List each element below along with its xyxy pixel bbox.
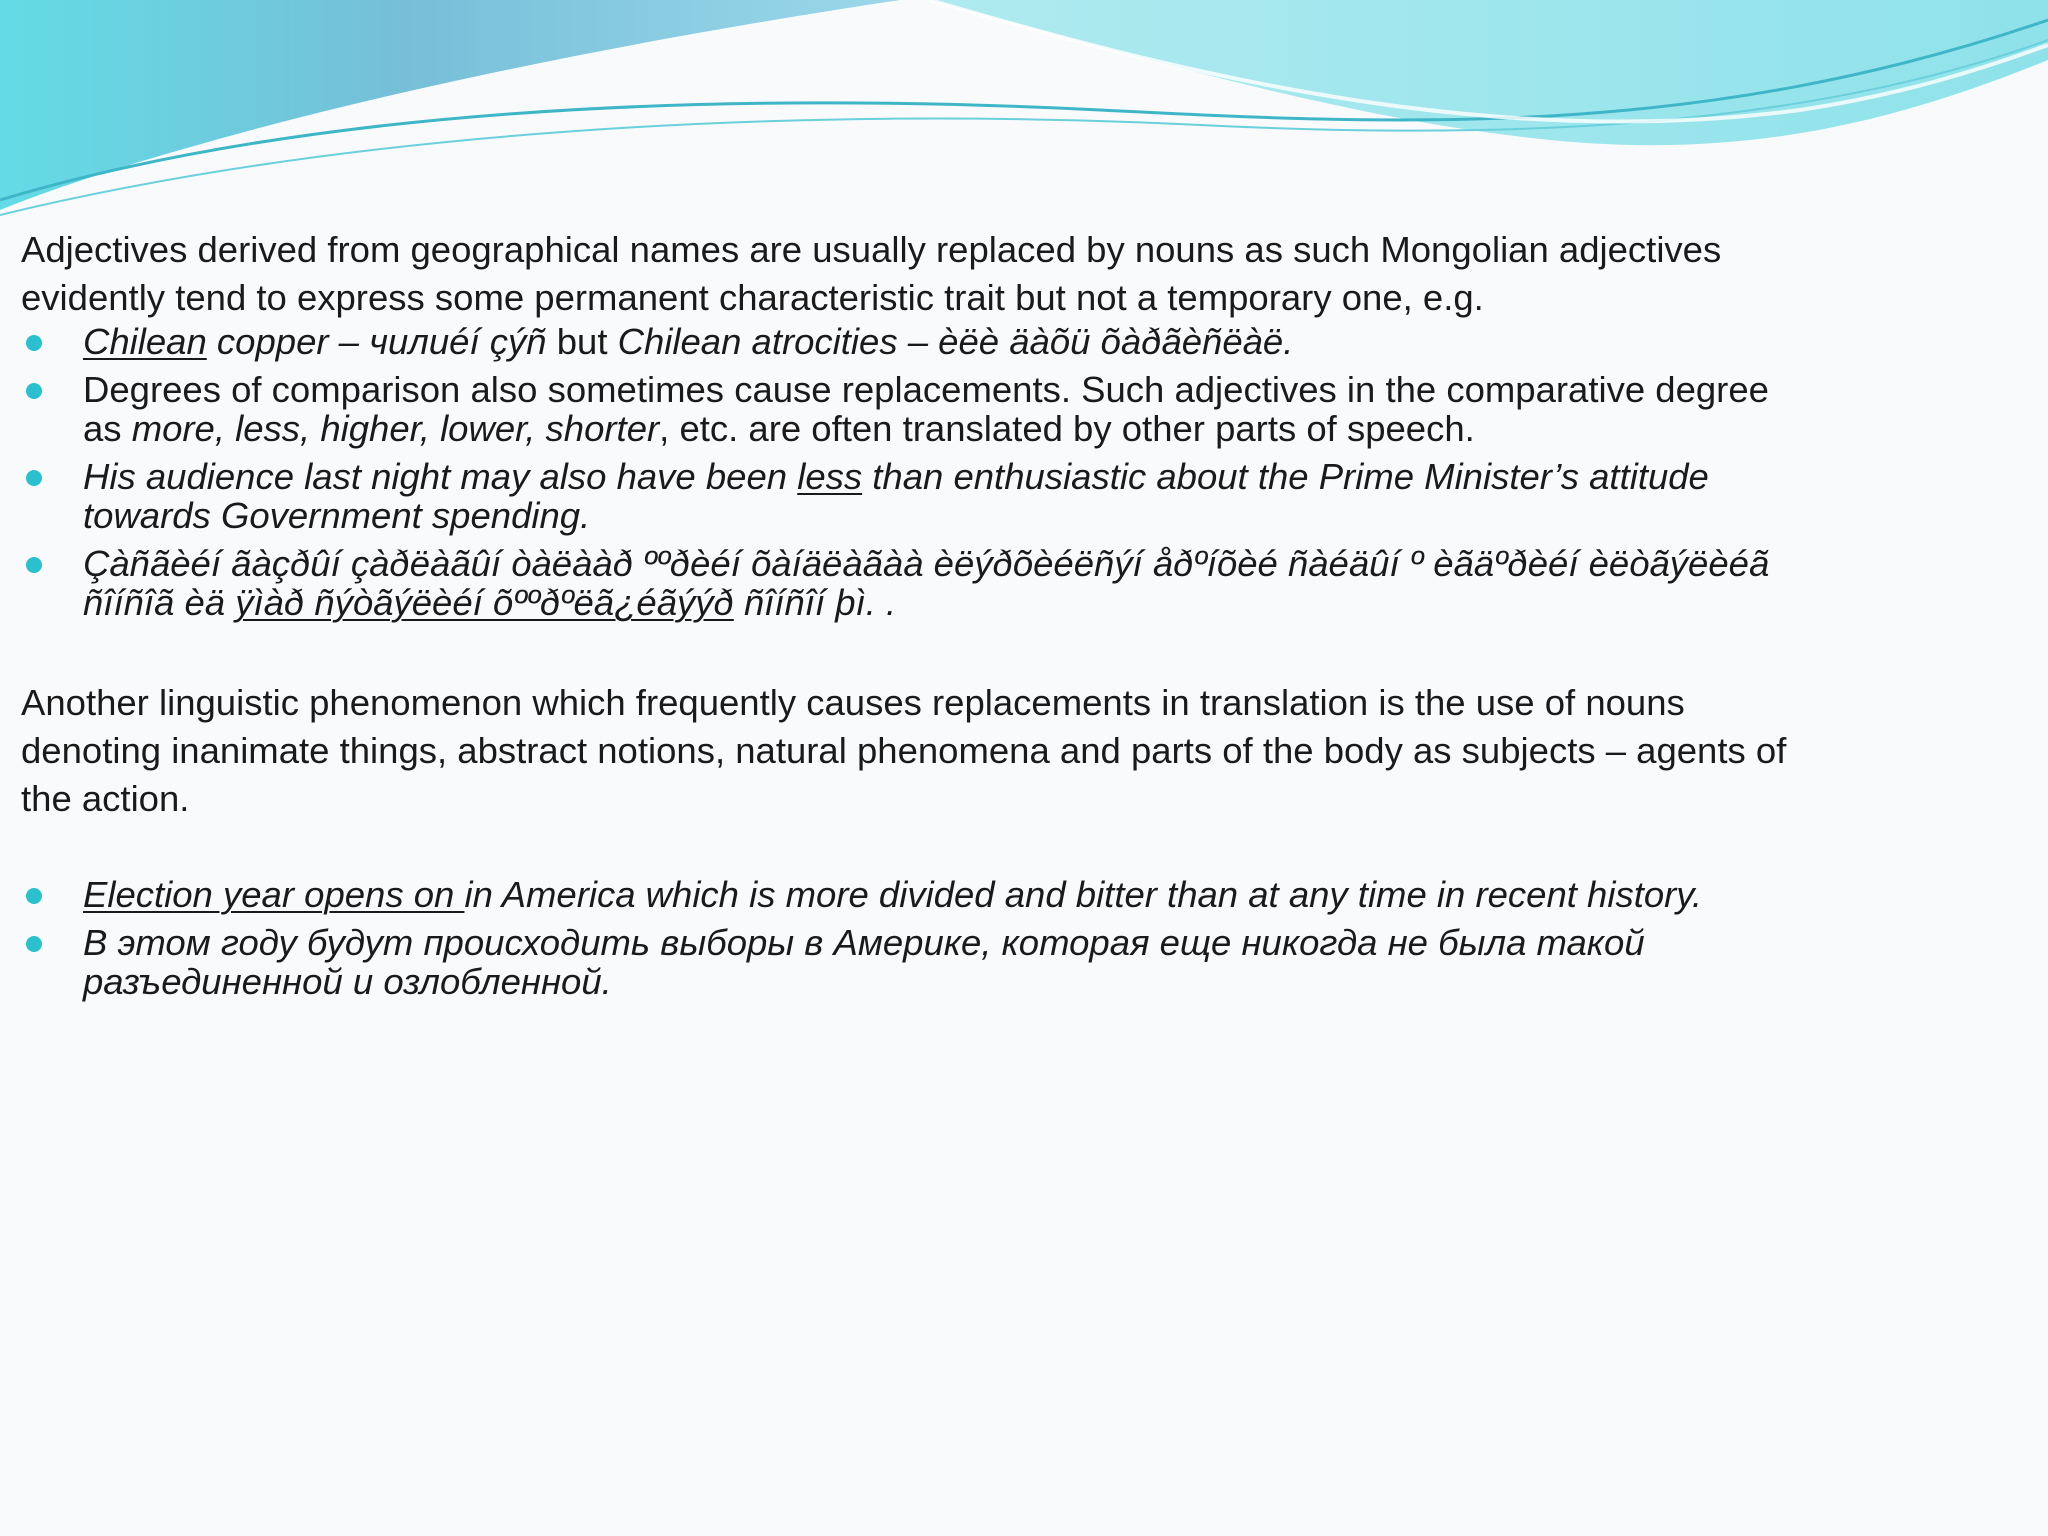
mongolian-text-underlined: ÿìàð ñýòãýëèéí õººðºëã¿éãýýð: [235, 582, 734, 623]
bullet-dot-icon: [26, 383, 42, 399]
list-item: [21, 875, 1811, 914]
list-item: [21, 457, 1811, 535]
election-text-rest: in America which is more divided and bitter than at any time in recent history.: [464, 874, 1702, 915]
chilean-atrocities-text: Chilean atrocities – èëè äàõü õàðãèñëàë.: [617, 321, 1294, 362]
bullet-dot-icon: [26, 557, 42, 573]
bullet-list-1: [21, 322, 1811, 622]
but-text: but: [546, 321, 618, 362]
bullet-dot-icon: [26, 888, 42, 904]
election-text-underlined: Election year opens on: [83, 874, 465, 915]
list-item: [21, 322, 1811, 361]
slide-content: [21, 226, 1811, 1010]
degrees-text-part3: , etc. are often translated by other parts of speech.: [659, 408, 1475, 449]
bullet-dot-icon: [26, 470, 42, 486]
intro-paragraph: Adjectives derived from geographical names are usually replaced by nouns as such Mongolian adjectives evidently tend to express some permanent characteristic trait but not a temporary one, e.g.: [21, 229, 1722, 318]
audience-text-underlined: less: [797, 456, 863, 497]
audience-text-part1: His audience last night may also have been: [83, 456, 798, 497]
russian-translation-text: В этом году будут происходить выборы в Америке, которая еще никогда не была такой разъединенной и озлобленной.: [83, 922, 1645, 1002]
chilean-copper-text: copper – чилиéí çýñ: [206, 321, 547, 362]
wave-header-decoration: [0, 0, 2048, 240]
bullet-dot-icon: [26, 335, 42, 351]
second-paragraph: Another linguistic phenomenon which frequently causes replacements in translation is the use of nouns denoting inanimate things, abstract notions, natural phenomena and parts of the body as subjects – agents of the action.: [21, 682, 1787, 819]
list-item: [21, 544, 1811, 622]
spacer: [21, 631, 1811, 679]
audience-text-part3: than enthusiastic about the Prime Minister’s attitude towards Government spending.: [83, 456, 1709, 536]
mongolian-text-part3: ñîíñîí þì. .: [733, 582, 897, 623]
mongolian-text-part1: Çàñãèéí ãàçðûí çàðëàãûí òàëààð ººðèéí õàíäëàãàà èëýðõèéëñýí åðºíõèé ñàéäûí º èãäºðèéí èëòãýëèéã ñîíñîã èä: [83, 543, 1770, 623]
chilean-underlined: Chilean: [83, 321, 207, 362]
degrees-text-part1: Degrees of comparison also sometimes cause replacements. Such adjectives in the comparative degree as: [83, 369, 1769, 449]
bullet-dot-icon: [26, 936, 42, 952]
degrees-text-italic: more, less, higher, lower, shorter: [131, 408, 660, 449]
list-item: [21, 370, 1811, 448]
list-item: [21, 923, 1811, 1001]
spacer: [21, 823, 1811, 875]
bullet-list-2: [21, 875, 1811, 1001]
